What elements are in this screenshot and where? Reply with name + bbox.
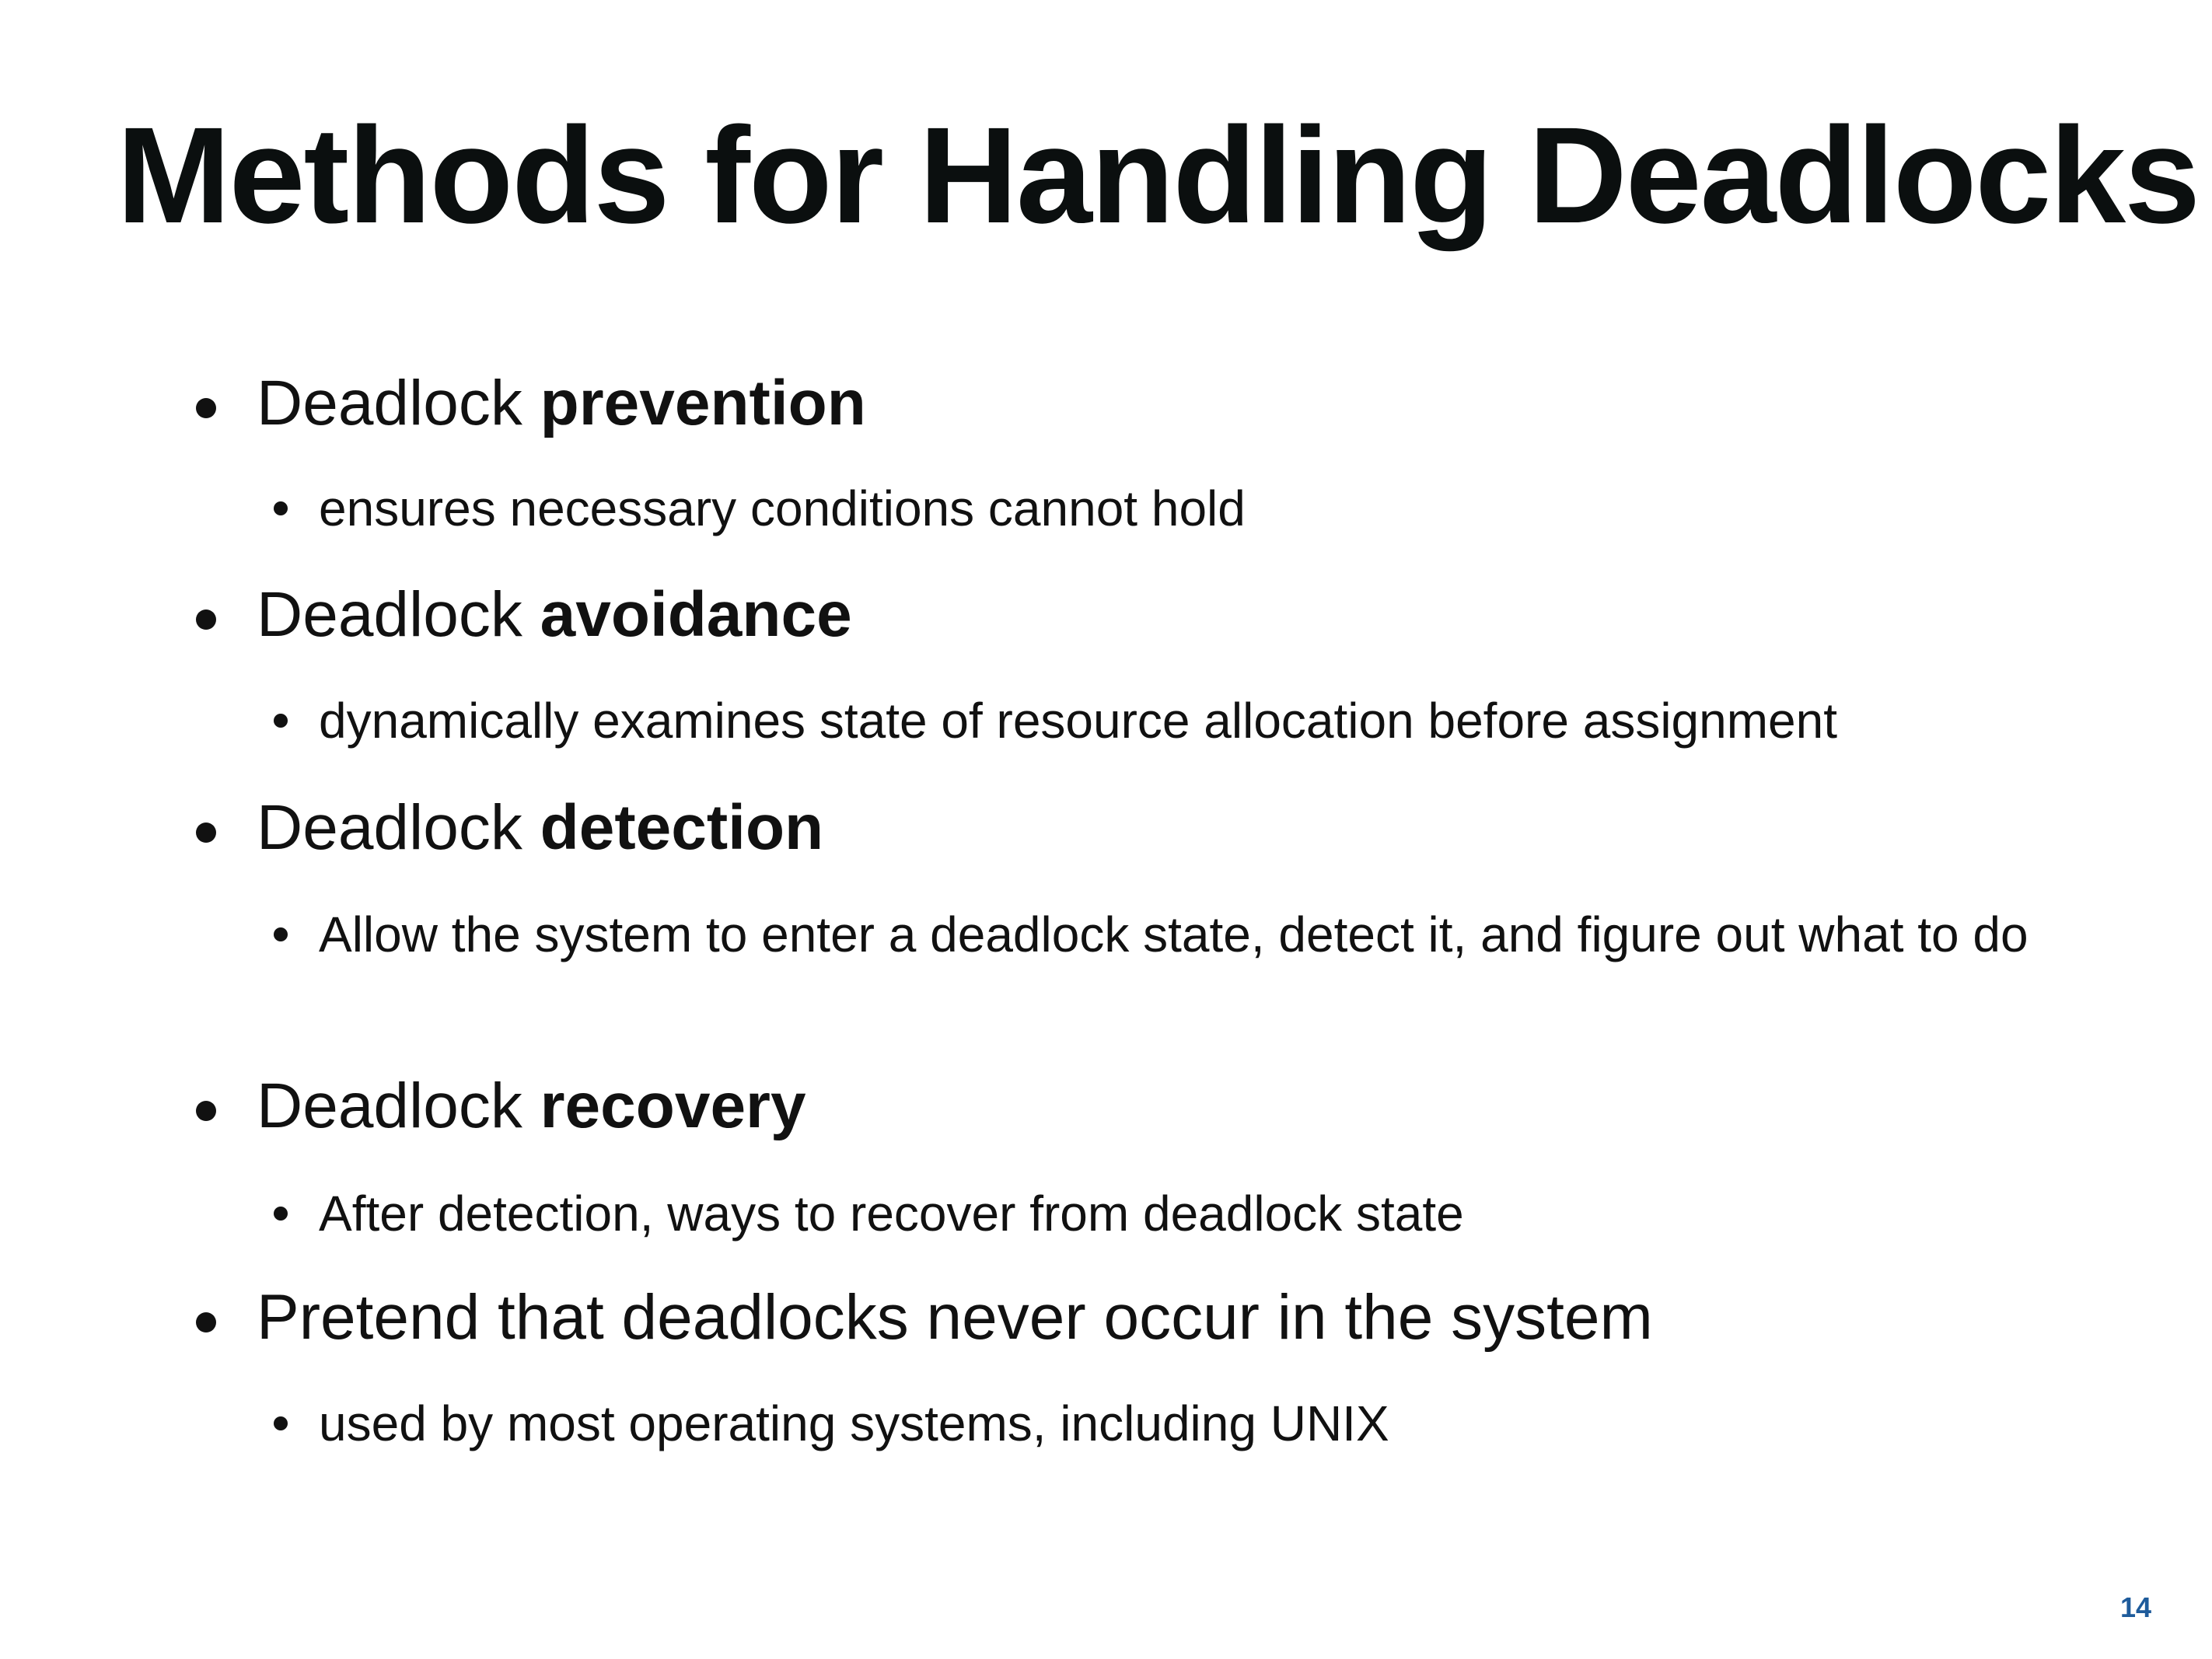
- main-bullet-icon: [196, 398, 216, 418]
- main-point-detection: [257, 792, 824, 863]
- main-point-ignore-deadlocks: Pretend that deadlocks never occur in the system: [257, 1282, 1653, 1353]
- sub-point-ignore-deadlocks: used by most operating systems, including UNIX: [319, 1395, 1389, 1451]
- main-point-prevention: [257, 368, 866, 438]
- main-bullet-icon: [196, 1101, 216, 1121]
- sub-bullet-icon: [274, 714, 288, 728]
- sub-point-recovery: After detection, ways to recover from deadlock state: [319, 1186, 1464, 1242]
- main-point-keyword: recovery: [540, 1070, 806, 1141]
- main-point-keyword: prevention: [540, 368, 866, 438]
- main-point-prefix: Deadlock: [257, 368, 540, 438]
- main-point-avoidance: [257, 579, 852, 650]
- page-number: 14: [2119, 1591, 2151, 1623]
- sub-point-avoidance: dynamically examines state of resource allocation before assignment: [319, 693, 1837, 749]
- main-point-prefix: Deadlock: [257, 792, 540, 863]
- sub-point-detection: Allow the system to enter a deadlock state, detect it, and figure out what to do: [319, 906, 2029, 962]
- sub-bullet-icon: [274, 501, 288, 515]
- slide-title: Methods for Handling Deadlocks: [117, 100, 2200, 252]
- main-bullet-icon: [196, 1312, 216, 1332]
- sub-bullet-icon: [274, 1416, 288, 1430]
- main-point-keyword: avoidance: [540, 579, 852, 650]
- main-bullet-icon: [196, 823, 216, 843]
- main-point-prefix: Deadlock: [257, 579, 540, 650]
- sub-point-prevention: ensures necessary conditions cannot hold: [319, 480, 1246, 536]
- main-bullet-icon: [196, 609, 216, 630]
- sub-bullet-icon: [274, 927, 288, 941]
- main-point-recovery: [257, 1070, 806, 1141]
- main-point-prefix: Deadlock: [257, 1070, 540, 1141]
- sub-bullet-icon: [274, 1207, 288, 1221]
- main-point-keyword: detection: [540, 792, 824, 863]
